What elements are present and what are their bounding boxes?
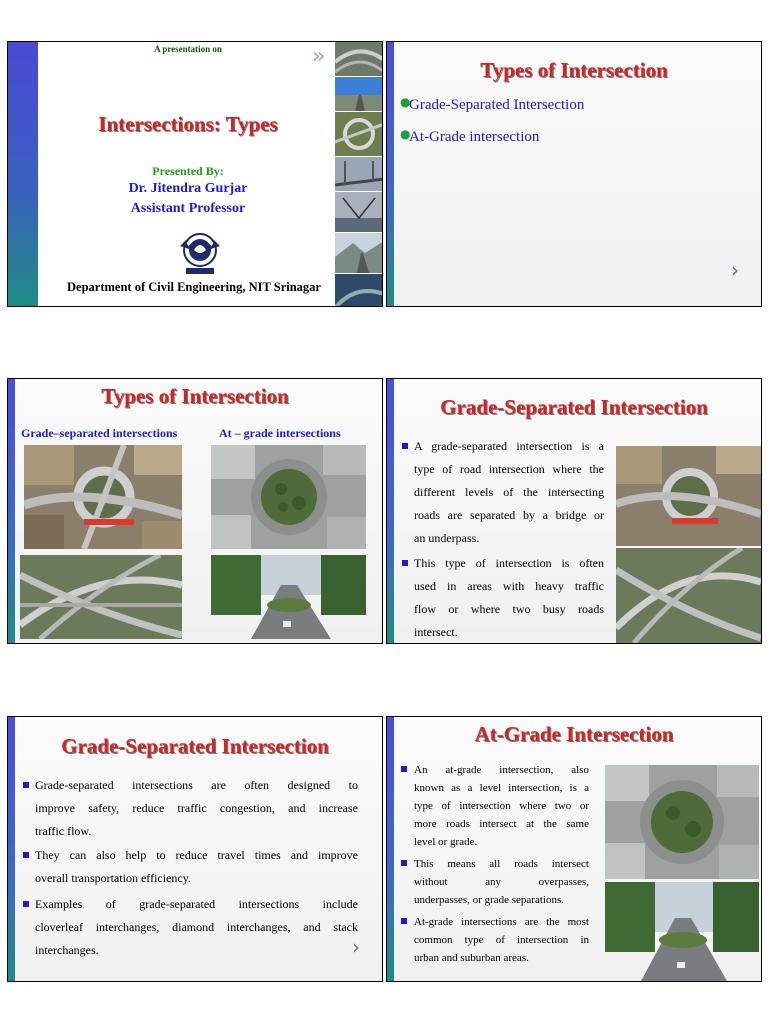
text-line: They can also help to reduce travel times and improve [35,848,358,862]
bullet-grade-separated: Grade-Separated Intersection [409,97,585,113]
slide-5 [7,716,383,982]
photo-roundabout-street [211,555,366,639]
bullet-square-icon [401,766,407,772]
slide-title: Grade-Separated Intersection [440,395,708,419]
photo-interchange-1 [335,42,383,76]
photo-interchange-2 [335,112,383,156]
kicker-text: A presentation on [154,44,222,54]
slide-title: Types of Intersection [480,58,668,82]
text-line: type of road intersection where the [414,462,604,476]
text-line: flow or where two busy roads [414,602,604,616]
department-text: Department of Civil Engineering, NIT Srinagar [67,280,321,294]
photo-highway-sky [335,77,383,111]
bullet-at-grade: At-Grade intersection [409,129,540,145]
text-line: without any overpasses, [414,876,589,888]
photo-roundabout-aerial [211,445,366,549]
text-line: overall transportation efficiency. [35,871,191,885]
slide-2 [386,41,762,307]
col-label-grade-separated: Grade–separated intersections [21,426,178,440]
photo-road-mountain [335,233,383,273]
text-line: different levels of the intersecting [414,485,604,499]
text-line: An at-grade intersection, also [414,764,589,776]
text-line: level or grade. [414,836,478,848]
photo-bridge-2 [335,192,383,232]
text-line: This type of intersection is often [414,556,604,570]
text-line: more roads intersect at the same [414,818,589,830]
bullet-square-icon [23,852,29,858]
text-line: used in areas with heavy traffic [414,579,604,593]
photo-road-curve [335,274,383,307]
text-line: A grade-separated intersection is a [414,439,604,453]
slide-3 [7,378,383,644]
slide-title: Grade-Separated Intersection [61,734,329,758]
bullet-dot-icon: ● [400,95,411,109]
slide-title: At-Grade Intersection [474,722,674,746]
text-line: Grade-separated intersections are often designed to [35,778,358,792]
text-line: traffic flow. [35,824,92,838]
text-line: roads are separated by a bridge or [414,508,604,522]
bullet-dot-icon: ● [400,127,411,141]
photo-strip [335,42,383,307]
presenter-name: Dr. Jitendra Gurjar [128,181,248,196]
photo-bridge-1 [335,157,383,191]
slide-accent-bar [387,717,394,981]
text-line: type of intersection where two or [414,800,589,812]
presented-by-label: Presented By: [152,164,224,178]
photo-roundabout-flyover [24,445,182,549]
text-line: Examples of grade-separated intersections include [35,897,358,911]
text-line: At-grade intersections are the most [414,916,589,928]
presenter-role: Assistant Professor [130,201,246,216]
next-chevron-icon[interactable]: › [731,258,739,282]
bullet-square-icon [402,560,408,566]
photo-stack-interchange [616,548,761,643]
text-line: known as a level intersection, is a [414,782,589,794]
institute-logo [174,226,226,278]
bullet-square-icon [402,443,408,449]
text-line: interchanges. [35,943,99,957]
slide-4 [386,378,762,644]
bullet-square-icon [401,860,407,866]
text-line: improve safety, reduce traffic congestion, and increase [35,801,358,815]
text-line: common type of intersection in [414,934,589,946]
slide-6 [386,716,762,982]
slide-title: Types of Intersection [101,384,289,408]
col-label-at-grade: At – grade intersections [219,426,341,440]
photo-roundabout-aerial [605,765,759,879]
bullet-square-icon [23,782,29,788]
next-chevron-icon[interactable]: › [352,935,360,959]
double-chevron-icon: » [312,44,326,69]
slide-accent-bar [8,42,38,306]
bullet-square-icon [401,918,407,924]
text-line: intersect. [414,625,458,639]
text-line: an underpass. [414,531,480,545]
text-line: underpasses, or grade separations. [414,894,564,906]
photo-roundabout-flyover [616,446,761,546]
text-line: urban and suburban areas. [414,952,529,964]
slide-1 [7,41,383,307]
bullet-square-icon [23,901,29,907]
text-line: cloverleaf interchanges, diamond interchanges, and stack [35,920,358,934]
slide-title: Intersections: Types [98,112,278,136]
photo-stack-interchange [20,555,182,639]
slide-accent-bar [8,379,15,643]
photo-roundabout-street [605,882,759,981]
text-line: This means all roads intersect [414,858,589,870]
